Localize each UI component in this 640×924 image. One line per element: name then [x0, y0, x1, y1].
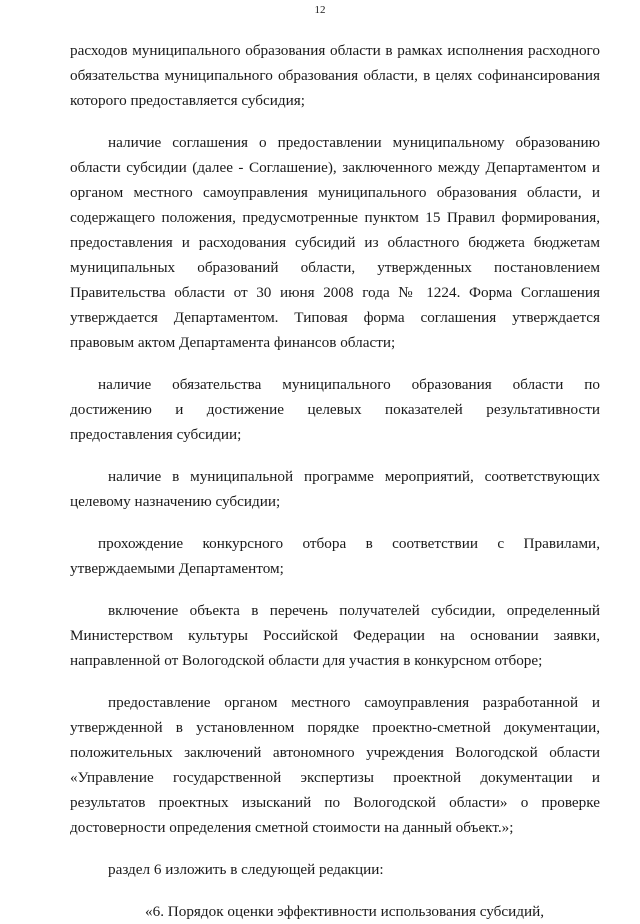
document-body	[70, 38, 600, 924]
paragraph-municipal-program: наличие в муниципальной программе мероприятий, соответствующих целевому назначению субсидии;	[70, 468, 600, 510]
paragraph-expenses-continuation: расходов муниципального образования области в рамках исполнения расходного обязательства муниципального образования области, в целях софинансирования которого предоставляется субсидия;	[70, 42, 600, 109]
paragraph-recipient-list: включение объекта в перечень получателей субсидии, определенный Министерством культуры Российской Федерации на основании заявки, направленной от Вологодской области для участия в конкурсном отборе;	[70, 602, 600, 669]
paragraph-section-6-instruction: раздел 6 изложить в следующей редакции:	[108, 861, 384, 878]
paragraph-agreement-condition: наличие соглашения о предоставлении муниципальному образованию области субсидии (далее - Соглашение), заключенного между Департаментом и органом местного самоуправления муниципального образования области, и содержащего положения, предусмотренные пунктом 15 Правил формирования, предоставления и расходования субсидий из областного бюджета бюджетам муниципальных образований области, утвержденных постановлением Правительства области от 30 июня 2008 года № 1224. Форма Соглашения утверждается Департаментом. Типовая форма соглашения утверждается правовым актом Департамента финансов области;	[70, 134, 600, 351]
paragraph-target-indicators: наличие обязательства муниципального образования области по достижению и достижение целевых показателей результативности предоставления субсидии;	[70, 376, 600, 443]
paragraph-section-6-heading: «6. Порядок оценки эффективности использования субсидий,	[145, 903, 545, 920]
paragraph-design-documentation: предоставление органом местного самоуправления разработанной и утвержденной в установленном порядке проектно-сметной документации, положительных заключений автономного учреждения Вологодской области «Управление государственной экспертизы проектной документации и результатов проектных изысканий по Вологодской области» о проверке достоверности определения сметной стоимости на данный объект.»;	[70, 694, 600, 836]
page-number: 12	[314, 4, 326, 16]
paragraph-competitive-selection: прохождение конкурсного отбора в соответствии с Правилами, утверждаемыми Департаментом;	[70, 535, 600, 577]
